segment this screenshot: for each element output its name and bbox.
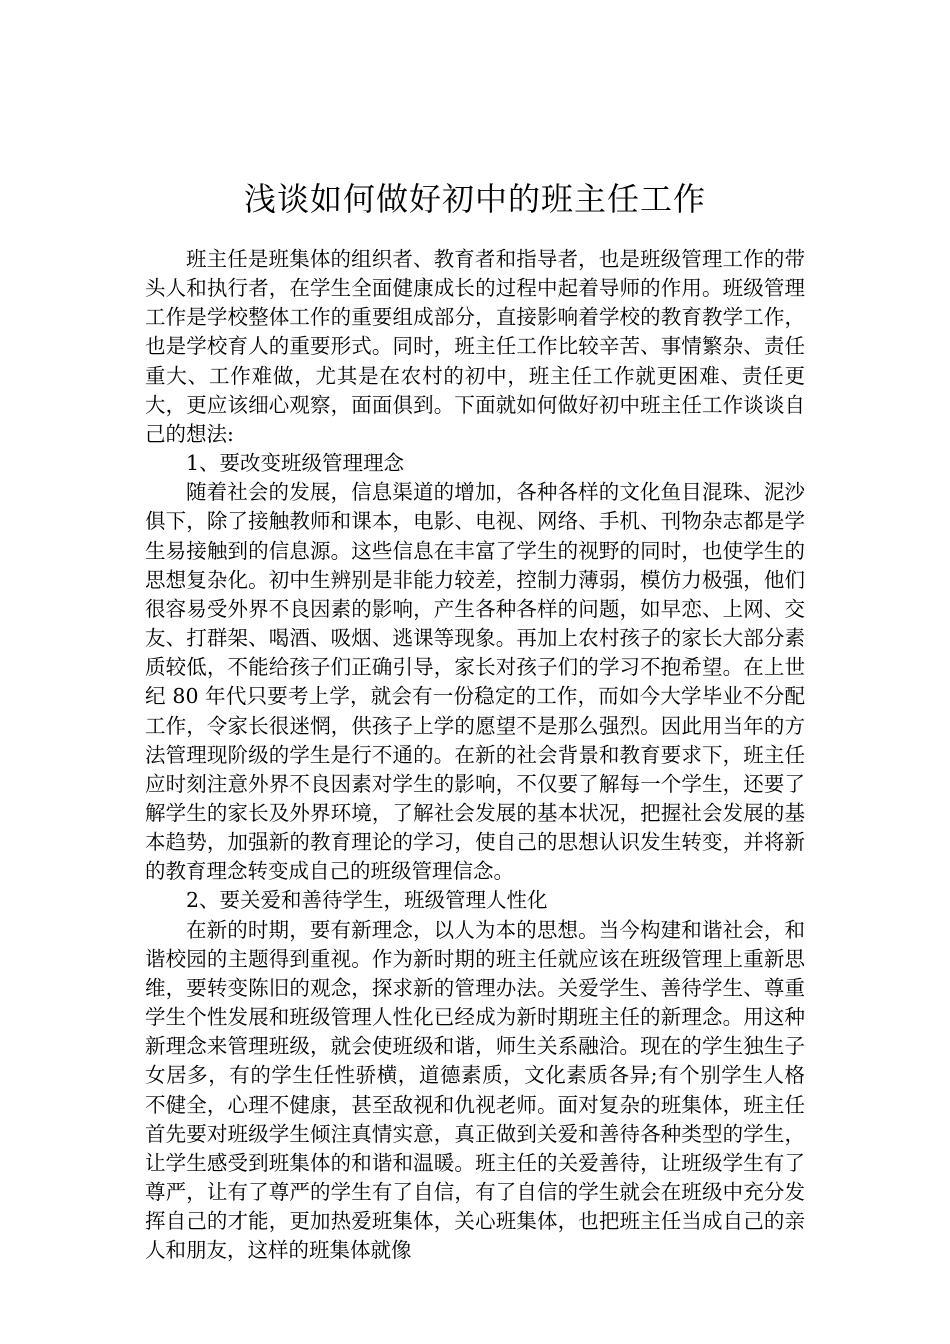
paragraph-section-2: 在新的时期，要有新理念，以人为本的思想。当今构建和谐社会，和谐校园的主题得到重视。作为新时期的班主任就应该在班级管理上重新思维，要转变陈旧的观念，探求新的管理办法。关爱学生、善待学生、尊重学生个性发展和班级管理人性化已经成为新时期班主任的新理念。用这种新理念来管理班级，就会使班级和谐，师生关系融洽。现在的学生独生子女居多，有的学生任性骄横，道德素质，文化素质各异;有个别学生人格不健全，心理不健康，甚至敌视和仇视老师。面对复杂的班集体，班主任首先要对班级学生倾注真情实意，真正做到关爱和善待各种类型的学生，让学生感受到班集体的和谐和温暖。班主任的关爱善待，让班级学生有了尊严，让有了尊严的学生有了自信，有了自信的学生就会在班级中充分发挥自己的才能，更加热爱班集体，关心班集体，也把班主任当成自己的亲人和朋友，这样的班集体就像 bbox=[145, 917, 805, 1263]
section-heading-2: 2、要关爱和善待学生，班级管理人性化 bbox=[186, 888, 548, 913]
document-body bbox=[145, 245, 805, 1265]
paragraph-section-1: 随着社会的发展，信息渠道的增加，各种各样的文化鱼目混珠、泥沙俱下，除了接触教师和课本，电影、电视、网络、手机、刊物杂志都是学生易接触到的信息源。这些信息在丰富了学生的视野的同时，也使学生的思想复杂化。初中生辨别是非能力较差，控制力薄弱，模仿力极强，他们很容易受外界不良因素的影响，产生各种各样的问题，如早恋、上网、交友、打群架、喝酒、吸烟、逃课等现象。再加上农村孩子的家长大部分素质较低，不能给孩子们正确引导，家长对孩子们的学习不抱希望。在上世纪 80 年代只要考上学，就会有一份稳定的工作，而如今大学毕业不分配工作，令家长很迷惘，供孩子上学的愿望不是那么强烈。因此用当年的方法管理现阶级的学生是行不通的。在新的社会背景和教育要求下，班主任应时刻注意外界不良因素对学生的影响，不仅要了解每一个学生，还要了解学生的家长及外界环境，了解社会发展的基本状况，把握社会发展的基本趋势，加强新的教育理论的学习，使自己的思想认识发生转变，并将新的教育理念转变成自己的班级管理信念。 bbox=[145, 480, 805, 884]
paragraph-intro: 班主任是班集体的组织者、教育者和指导者，也是班级管理工作的带头人和执行者，在学生全面健康成长的过程中起着导师的作用。班级管理工作是学校整体工作的重要组成部分，直接影响着学校的教育教学工作，也是学校育人的重要形式。同时，班主任工作比较辛苦、事情繁杂、责任重大、工作难做，尤其是在农村的初中，班主任工作就更困难、责任更大，更应该细心观察，面面俱到。下面就如何做好初中班主任工作谈谈自己的想法: bbox=[145, 247, 805, 446]
section-heading-1: 1、要改变班级管理理念 bbox=[186, 451, 405, 476]
document-title: 浅谈如何做好初中的班主任工作 bbox=[243, 180, 706, 218]
